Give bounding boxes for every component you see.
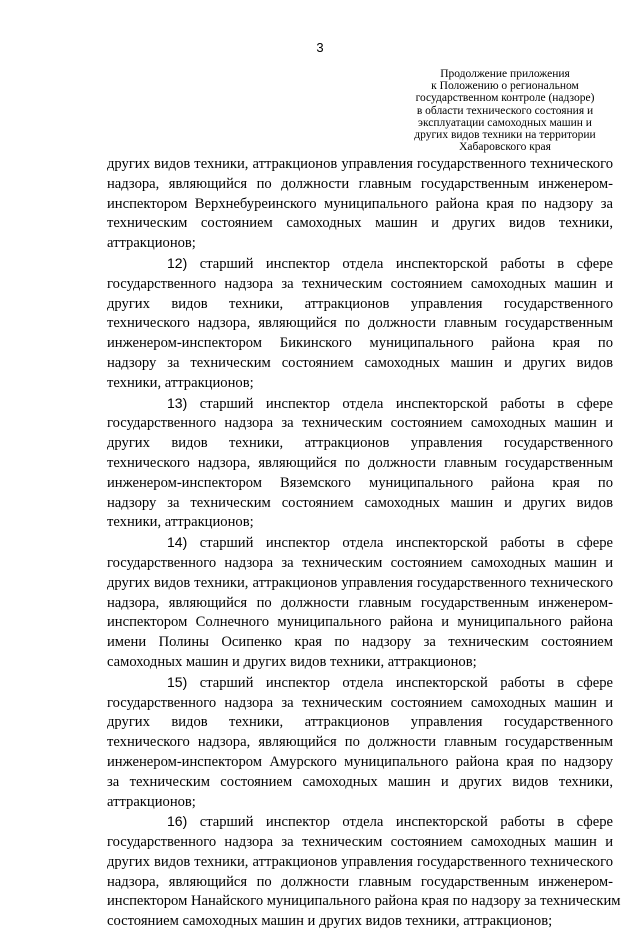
line-text: технического надзора, являющийся по должности главным государственным — [107, 454, 613, 471]
line-text: других видов техники, аттракционов управления государственного — [107, 295, 613, 312]
line-text: инспектором Верхнебуреинского муниципального района края по надзору за — [107, 195, 613, 212]
text-line — [107, 873, 613, 893]
header-line: Продолжение приложения — [440, 68, 570, 80]
text-line — [107, 214, 613, 234]
line-text: техники, аттракционов; — [107, 514, 254, 531]
list-item — [107, 394, 613, 534]
line-text: инженером-инспектором Бикинского муниципального района края по — [107, 335, 613, 352]
line-text: старший инспектор отдела инспекторской работы в сфере — [199, 674, 613, 691]
line-text: технического надзора, являющийся по должности главным государственным — [107, 315, 613, 332]
line-text: аттракционов; — [107, 793, 196, 810]
text-line — [107, 155, 613, 175]
line-text: имени Полины Осипенко края по надзору за техническим состоянием — [107, 634, 613, 651]
line-text: государственного надзора за техническим состоянием самоходных машин и — [107, 275, 613, 292]
line-text: техническим состоянием самоходных машин и других видов техники, — [107, 215, 613, 232]
line-text: старший инспектор отдела инспекторской работы в сфере — [199, 535, 613, 552]
text-line — [107, 753, 613, 773]
text-line — [107, 414, 613, 434]
text-line — [107, 295, 613, 315]
text-line — [107, 694, 613, 714]
line-text: инженером-инспектором Вяземского муниципального района края по — [107, 474, 613, 491]
line-text: технического надзора, являющийся по должности главным государственным — [107, 734, 613, 751]
text-line — [107, 613, 613, 633]
text-line — [107, 494, 613, 514]
line-text: государственного надзора за техническим состоянием самоходных машин и — [107, 694, 613, 711]
text-line — [107, 354, 613, 374]
text-line — [107, 195, 613, 215]
text-line — [107, 812, 613, 833]
line-text: других видов техники, аттракционов управления государственного технического — [107, 853, 613, 870]
line-text: состоянием самоходных машин и других видов техники, аттракционов; — [107, 913, 553, 930]
text-line — [107, 633, 613, 653]
list-item — [107, 533, 613, 673]
text-line — [107, 434, 613, 454]
text-line — [107, 773, 613, 793]
text-line — [107, 334, 613, 354]
text-line — [107, 554, 613, 574]
header-line: к Положению о региональном — [431, 80, 579, 93]
page-number: 3 — [316, 40, 324, 55]
text-line — [107, 374, 613, 394]
line-text: старший инспектор отдела инспекторской работы в сфере — [199, 395, 613, 412]
text-line — [107, 653, 613, 673]
text-line — [107, 713, 613, 733]
line-text: надзора, являющийся по должности главным государственным инженером- — [107, 873, 613, 890]
list-item — [107, 812, 621, 932]
text-line — [107, 853, 613, 873]
appendix-header — [385, 68, 625, 153]
text-line — [107, 912, 613, 932]
line-text: государственного надзора за техническим состоянием самоходных машин и — [107, 415, 613, 432]
paragraph-continuation — [107, 155, 613, 254]
text-line — [107, 175, 613, 195]
line-text: самоходных машин и других видов техники, аттракционов; — [107, 653, 477, 670]
line-text: надзора, являющийся по должности главным государственным инженером- — [107, 175, 613, 192]
text-line — [107, 673, 613, 694]
text-line — [107, 234, 613, 254]
text-line — [107, 254, 613, 275]
header-line: Хабаровского края — [459, 141, 551, 154]
text-line — [107, 474, 613, 494]
text-line — [107, 833, 613, 853]
text-line — [107, 394, 613, 415]
header-line: эксплуатации самоходных машин и — [418, 116, 592, 129]
line-text: надзору за техническим состоянием самоходных машин и других видов — [107, 354, 613, 371]
line-text: инспектором Нанайского муниципального района края по надзору за техническим — [107, 893, 621, 910]
line-text: надзора, являющийся по должности главным государственным инженером- — [107, 594, 613, 611]
item-number: 14) — [167, 534, 188, 551]
line-text: государственного надзора за техническим состоянием самоходных машин и — [107, 834, 613, 851]
text-line — [107, 594, 613, 614]
text-line — [107, 275, 613, 295]
item-number: 12) — [167, 254, 188, 271]
line-text: аттракционов; — [107, 235, 196, 252]
item-number: 15) — [167, 673, 188, 690]
header-line: других видов техники на территории — [414, 129, 596, 142]
list-item — [107, 254, 613, 394]
line-text: других видов техники, аттракционов управления государственного технического — [107, 156, 613, 172]
line-text: других видов техники, аттракционов управления государственного — [107, 714, 613, 731]
line-text: старший инспектор отдела инспекторской работы в сфере — [199, 814, 613, 831]
document-body — [107, 155, 621, 932]
line-text: других видов техники, аттракционов управления государственного технического — [107, 574, 613, 591]
text-line — [107, 454, 613, 474]
list-item — [107, 673, 613, 813]
text-line — [107, 574, 613, 594]
line-text: государственного надзора за техническим состоянием самоходных машин и — [107, 554, 613, 571]
line-text: инженером-инспектором Амурского муниципального района края по надзору — [107, 753, 613, 770]
text-line — [107, 513, 613, 533]
text-line — [107, 892, 621, 912]
header-line: в области технического состояния и — [416, 104, 594, 117]
text-line — [107, 733, 613, 753]
header-line: государственном контроле (надзоре) — [415, 92, 595, 105]
item-number: 16) — [167, 813, 188, 830]
text-line — [107, 533, 613, 554]
line-text: техники, аттракционов; — [107, 374, 254, 391]
text-line — [107, 314, 613, 334]
text-line — [107, 793, 613, 813]
line-text: других видов техники, аттракционов управления государственного — [107, 435, 613, 452]
line-text: надзору за техническим состоянием самоходных машин и других видов — [107, 494, 613, 511]
line-text: инспектором Солнечного муниципального района и муниципального района — [107, 614, 613, 631]
line-text: за техническим состоянием самоходных машин и других видов техники, — [107, 773, 613, 790]
line-text: старший инспектор отдела инспекторской работы в сфере — [199, 255, 613, 272]
item-number: 13) — [167, 394, 188, 411]
